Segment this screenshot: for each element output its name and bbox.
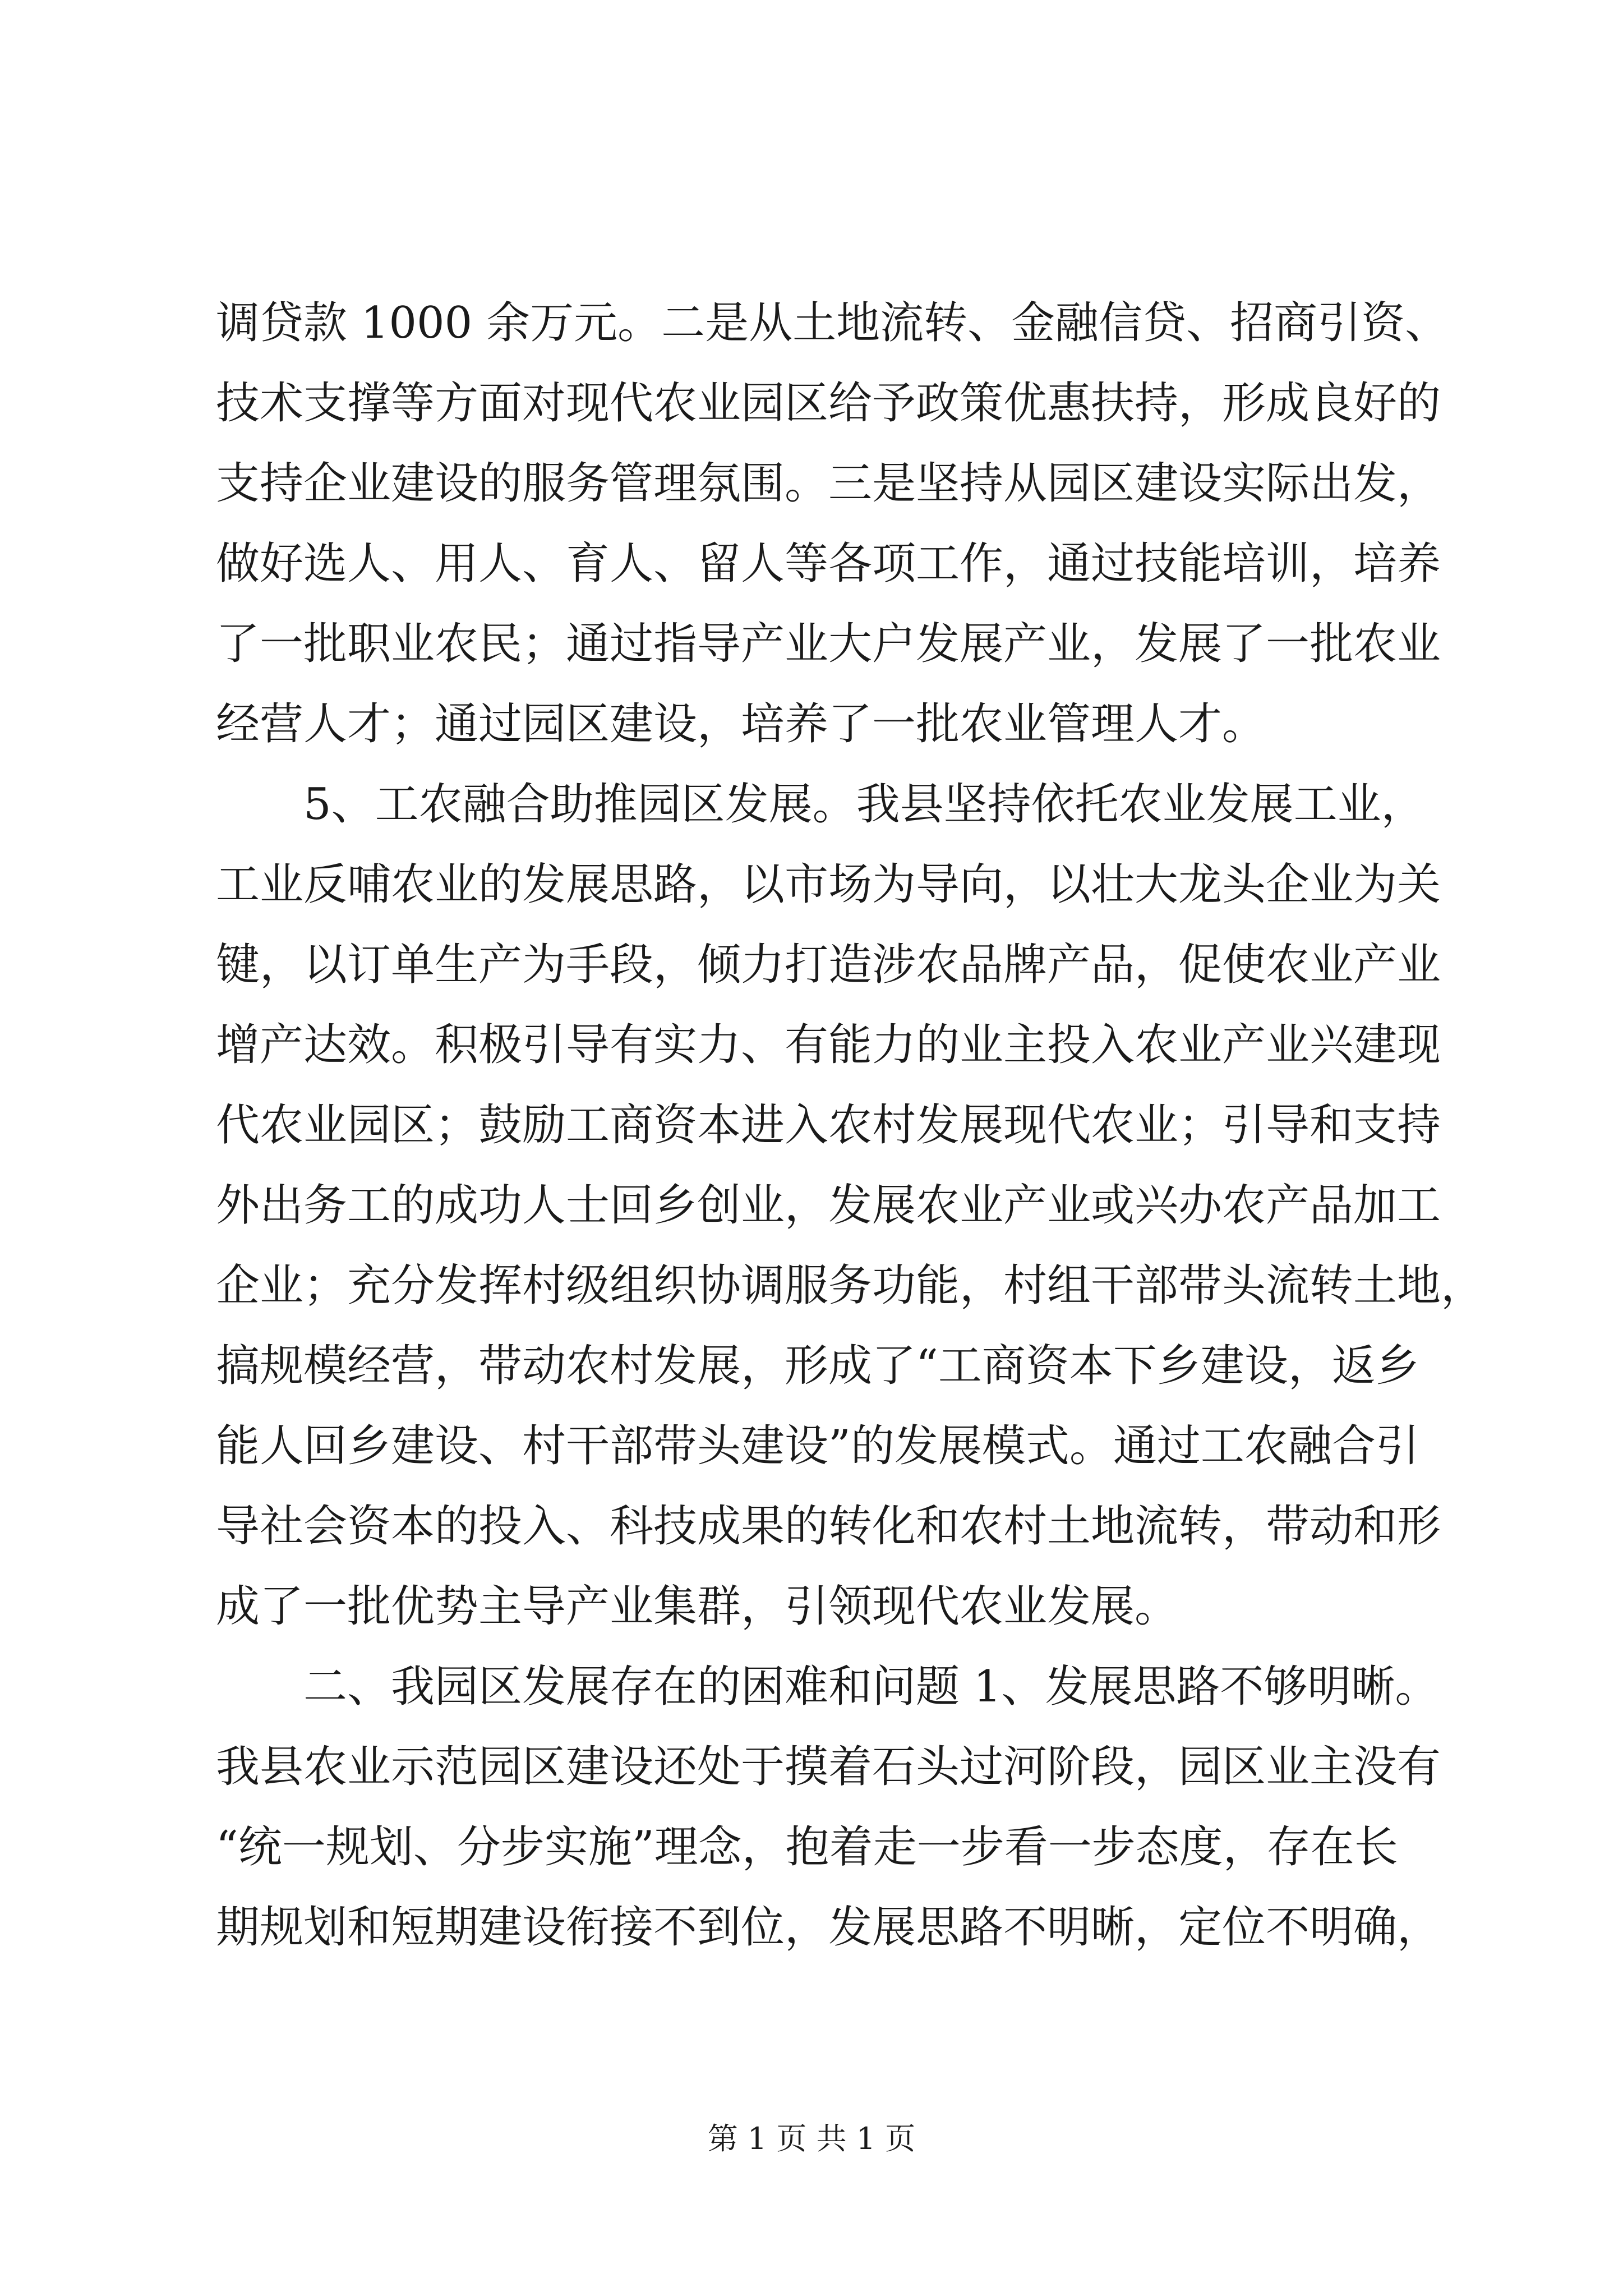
- text-line: 搞规模经营，带动农村发展，形成了“工商资本下乡建设，返乡: [216, 1341, 1419, 1391]
- text-line: 调贷款 1000 余万元。二是从土地流转、金融信贷、招商引资、: [216, 298, 1449, 348]
- text-line: 做好选人、用人、育人、留人等各项工作，通过技能培训，培养: [216, 539, 1441, 589]
- text-line: 经营人才；通过园区建设，培养了一批农业管理人才。: [216, 699, 1266, 749]
- text-line: 导社会资本的投入、科技成果的转化和农村土地流转，带动和形: [216, 1501, 1441, 1552]
- text-line: 5、工农融合助推园区发展。我县坚持依托农业发展工业，: [216, 779, 1425, 830]
- text-line: 代农业园区；鼓励工商资本进入农村发展现代农业；引导和支持: [216, 1100, 1441, 1151]
- text-line: 企业；充分发挥村级组织协调服务功能，村组干部带头流转土地，: [216, 1260, 1485, 1311]
- page-footer: [0, 2115, 1623, 2158]
- text-line: 能人回乡建设、村干部带头建设”的发展模式。通过工农融合引: [216, 1421, 1419, 1471]
- text-line: 支持企业建设的服务管理氛围。三是坚持从园区建设实际出发，: [216, 458, 1441, 509]
- text-line: 技术支撑等方面对现代农业园区给予政策优惠扶持，形成良好的: [216, 378, 1441, 429]
- page-number: 第 1 页 共 1 页: [707, 2121, 916, 2156]
- text-line: 二、我园区发展存在的困难和问题 1、发展思路不够明晰。: [216, 1662, 1439, 1712]
- text-line: 工业反哺农业的发展思路，以市场为导向，以壮大龙头企业为关: [216, 859, 1441, 910]
- body-text: [216, 283, 1485, 1968]
- text-line: “统一规划、分步实施”理念，抱着走一步看一步态度，存在长: [216, 1822, 1398, 1872]
- text-line: 键，以订单生产为手段，倾力打造涉农品牌产品，促使农业产业: [216, 940, 1441, 990]
- text-line: 增产达效。积极引导有实力、有能力的业主投入农业产业兴建现: [216, 1020, 1441, 1070]
- text-line: 了一批职业农民；通过指导产业大户发展产业，发展了一批农业: [216, 619, 1441, 669]
- text-line: 成了一批优势主导产业集群，引领现代农业发展。: [216, 1581, 1179, 1632]
- text-line: 期规划和短期建设衔接不到位，发展思路不明晰，定位不明确，: [216, 1902, 1441, 1953]
- text-line: 我县农业示范园区建设还处于摸着石头过河阶段，园区业主没有: [216, 1742, 1441, 1792]
- text-line: 外出务工的成功人士回乡创业，发展农业产业或兴办农产品加工: [216, 1180, 1441, 1231]
